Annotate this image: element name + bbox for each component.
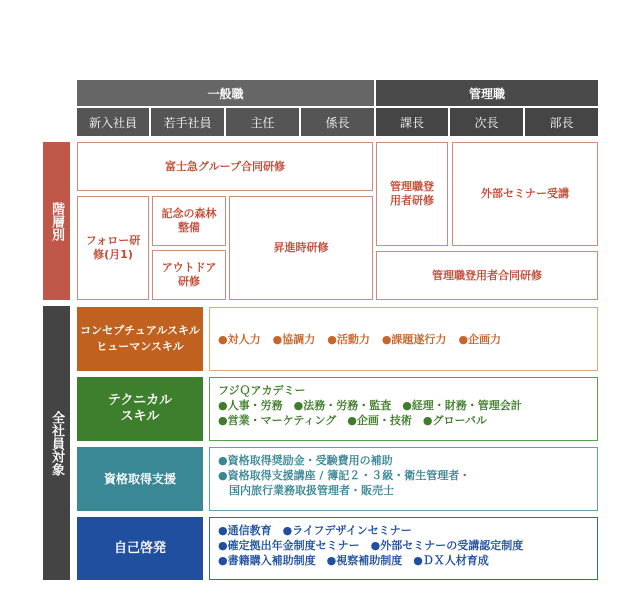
item-cooperation: ●協調力 bbox=[272, 332, 316, 346]
item-task-execution: ●課題遂行力 bbox=[381, 332, 447, 346]
rank-subsection-chief: 係長 bbox=[301, 108, 374, 136]
header-management: 管理職 bbox=[376, 80, 598, 106]
self-dev-line-2: ●確定拠出年金制度セミナー ●外部セミナーの受講認定制度 bbox=[218, 539, 524, 552]
content-qualification-support bbox=[209, 447, 598, 511]
box-follow-up-training: フォロー研修(月1) bbox=[77, 196, 149, 300]
box-outdoor-training: アウトドア研修 bbox=[152, 250, 226, 300]
side-label-tiered: 階層別 bbox=[43, 142, 70, 300]
box-promotion-training: 昇進時研修 bbox=[229, 196, 373, 300]
technical-line-academy: フジＱアカデミー bbox=[218, 384, 306, 397]
rank-young-employee: 若手社員 bbox=[151, 108, 224, 136]
category-technical-skills: テクニカル スキル bbox=[77, 377, 203, 441]
content-technical-skills bbox=[209, 377, 598, 441]
box-manager-appointee-training: 管理職登用者研修 bbox=[376, 142, 448, 246]
self-dev-line-1: ●通信教育 ●ライフデザインセミナー bbox=[218, 524, 412, 537]
rank-new-employee: 新入社員 bbox=[77, 108, 149, 136]
item-planning: ●企画力 bbox=[458, 332, 502, 346]
qualification-line-2: ●資格取得支援講座 / 簿記２・３級・衛生管理者・ bbox=[218, 469, 471, 482]
header-general: 一般職 bbox=[77, 80, 374, 106]
content-self-development bbox=[209, 517, 598, 580]
technical-line-1: ●人事・労務 ●法務・労務・監査 ●経理・財務・管理会計 bbox=[218, 399, 522, 412]
category-conceptual-human-skills: コンセプチュアルスキル ヒューマンスキル bbox=[77, 307, 203, 371]
content-conceptual-skills bbox=[209, 307, 598, 371]
box-external-seminar: 外部セミナー受講 bbox=[452, 142, 598, 246]
rank-chief: 主任 bbox=[226, 108, 299, 136]
category-qualification-support: 資格取得支援 bbox=[77, 447, 203, 511]
box-memorial-forest: 記念の森林整備 bbox=[152, 196, 226, 246]
qualification-line-1: ●資格取得奨励金・受験費用の補助 bbox=[218, 454, 393, 467]
self-dev-line-3: ●書籍購入補助制度 ●視察補助制度 ●ＤＸ人材育成 bbox=[218, 554, 489, 567]
item-activity: ●活動力 bbox=[327, 332, 370, 346]
item-interpersonal: ●対人力 bbox=[218, 332, 261, 346]
qualification-line-3: 国内旅行業務取扱管理者・販売士 bbox=[218, 484, 394, 497]
rank-section-manager: 課長 bbox=[376, 108, 448, 136]
rank-deputy-manager: 次長 bbox=[450, 108, 523, 136]
box-group-joint-training: 富士急グループ合同研修 bbox=[77, 142, 373, 191]
category-self-development: 自己啓発 bbox=[77, 517, 203, 580]
rank-department-manager: 部長 bbox=[525, 108, 598, 136]
side-label-all-staff: 全社員対象 bbox=[43, 306, 70, 580]
technical-line-2: ●営業・マーケティング ●企画・技術 ●グローバル bbox=[218, 414, 487, 427]
box-manager-joint-training: 管理職登用者合同研修 bbox=[376, 251, 598, 300]
